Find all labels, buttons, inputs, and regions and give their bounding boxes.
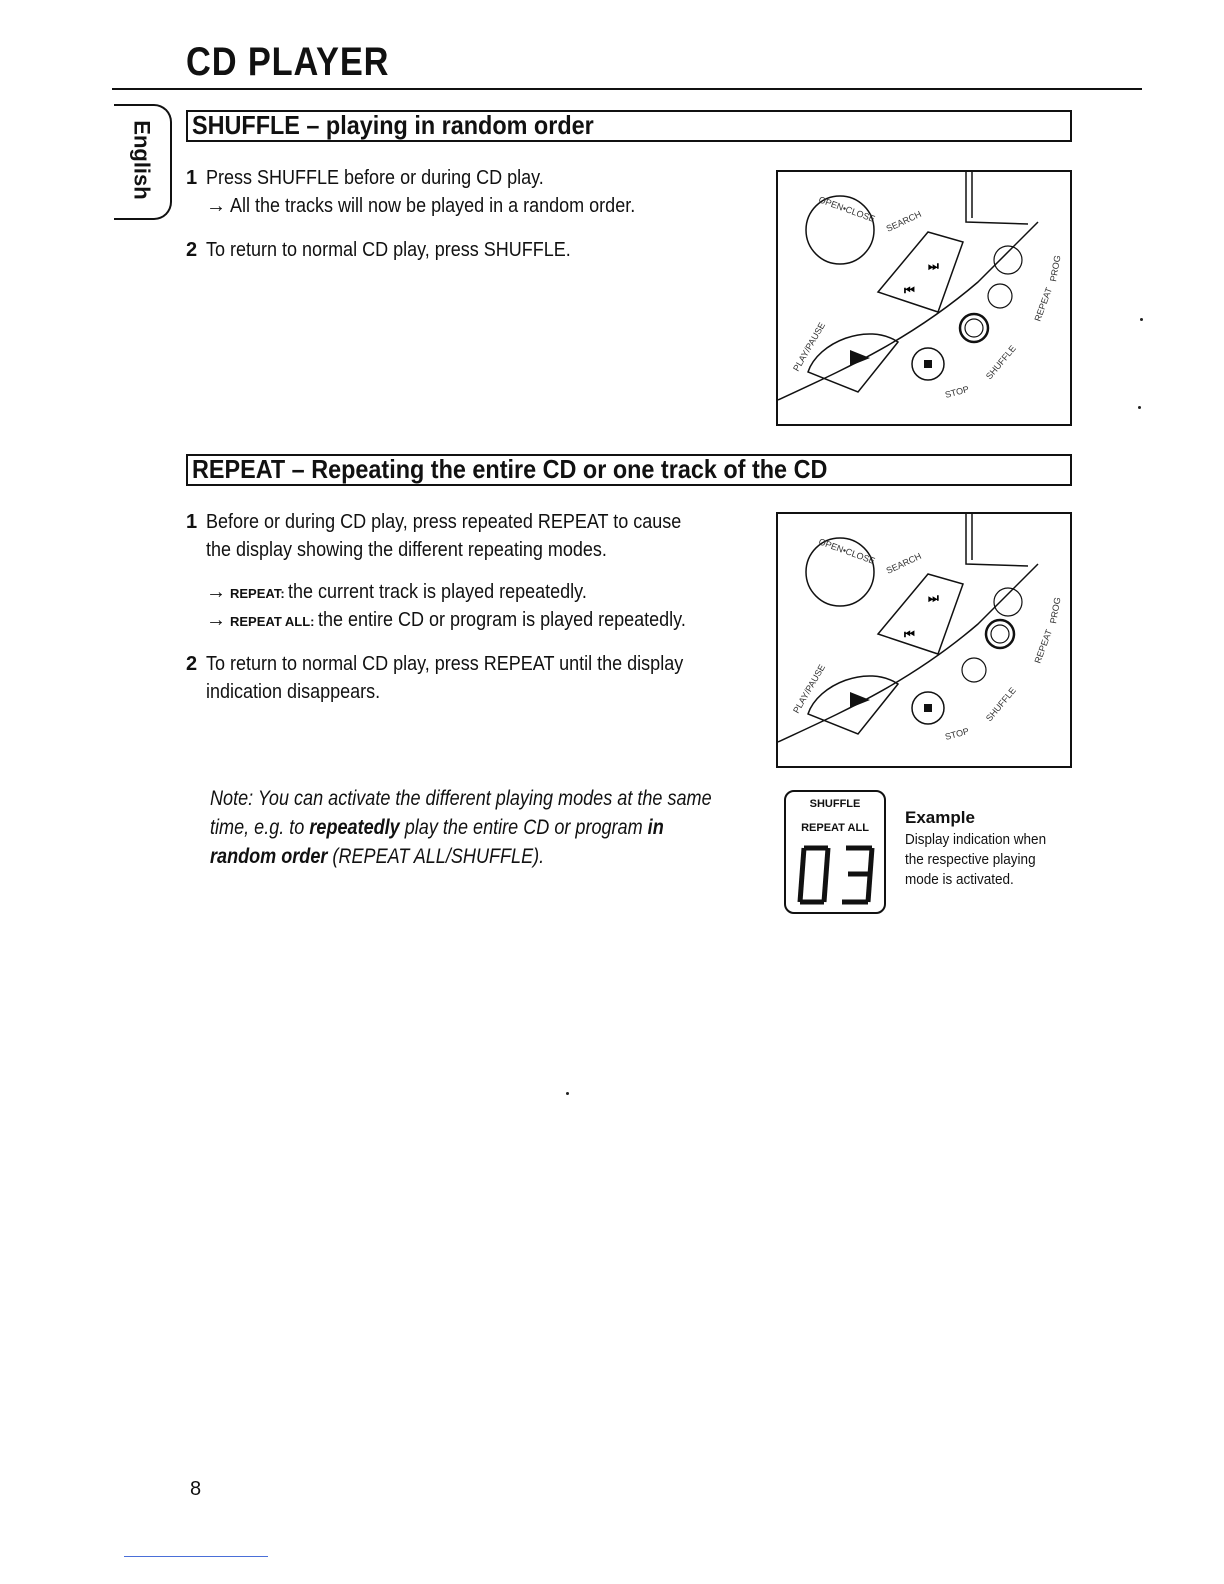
scan-speck [1140, 318, 1143, 321]
repeat-step-1 [186, 508, 734, 536]
stop-icon [924, 360, 932, 368]
result-arrow-icon: → [206, 609, 226, 631]
step-number: 1 [186, 167, 198, 189]
prog-label: PROG [1048, 596, 1063, 625]
next-track-icon: ⏭ [928, 259, 939, 273]
play-icon [850, 692, 870, 708]
open-close-label: OPEN•CLOSE [817, 536, 877, 567]
display-track-number-segments [796, 842, 876, 908]
next-track-icon: ⏭ [928, 591, 939, 605]
search-buttons-icon [878, 574, 963, 654]
shuffle-heading [186, 110, 1072, 142]
page-number: 8 [190, 1478, 202, 1500]
repeat-label: REPEAT [1032, 286, 1054, 323]
cd-controls-illustration [778, 514, 1070, 766]
repeat-heading-text: REPEAT – Repeating the entire CD or one track of the CD [192, 454, 828, 484]
mode-text: the current track is played repeatedly. [287, 581, 587, 603]
cd-controls-figure-repeat [776, 512, 1072, 768]
repeat-mode-single [206, 578, 620, 608]
repeat-step-2 [186, 650, 736, 678]
search-label: SEARCH [884, 208, 923, 234]
repeat-heading [186, 454, 1072, 486]
result-arrow-icon: → [206, 581, 226, 603]
display-repeat-all-indicator: REPEAT ALL [801, 822, 869, 834]
stop-label: STOP [943, 383, 971, 400]
step-text-line-1: To return to normal CD play, press REPEAT until the display [206, 653, 684, 675]
step-text: To return to normal CD play, press SHUFFLE. [206, 239, 571, 261]
title-divider [112, 88, 1142, 90]
search-buttons-icon [878, 232, 963, 312]
mode-label: REPEAT ALL: [230, 614, 315, 629]
previous-track-icon: ⏮ [904, 283, 915, 297]
repeat-step-2-continued [206, 678, 399, 706]
play-pause-label: PLAY/PAUSE [791, 662, 828, 715]
repeat-label: REPEAT [1032, 628, 1054, 665]
step-text: Press SHUFFLE before or during CD play. [206, 167, 544, 189]
display-example [784, 790, 886, 914]
note-prefix: Note: You can activate the different playing modes at the same time, e.g. to [210, 787, 712, 839]
result-arrow-icon: → [206, 195, 226, 217]
shuffle-label: SHUFFLE [983, 343, 1018, 382]
shuffle-heading-text: SHUFFLE – playing in random order [192, 110, 594, 140]
step-text-line-1: Before or during CD play, press repeated REPEAT to cause [206, 511, 682, 533]
scan-speck [566, 1092, 569, 1095]
shuffle-result [206, 192, 680, 220]
shuffle-button-icon [960, 314, 988, 342]
play-icon [850, 350, 870, 366]
cd-controls-figure-shuffle [776, 170, 1072, 426]
note-paragraph [210, 784, 726, 871]
note-emphasis-repeatedly: repeatedly [309, 816, 400, 839]
step-text-line-2: indication disappears. [206, 681, 381, 703]
stop-label: STOP [943, 725, 971, 742]
scan-speck [1138, 406, 1141, 409]
stop-icon [924, 704, 932, 712]
cd-controls-illustration [778, 172, 1070, 424]
step-number: 2 [186, 239, 198, 261]
language-tab-label-wrap [114, 104, 170, 216]
note-middle: play the entire CD or program [399, 816, 648, 839]
note-suffix: (REPEAT ALL/SHUFFLE). [327, 845, 545, 868]
result-text: All the tracks will now be played in a random order. [230, 195, 636, 217]
shuffle-step-1 [186, 164, 581, 192]
example-title: Example [905, 808, 975, 827]
example-caption: Display indication when the respective playing mode is activated. [905, 831, 1047, 888]
prog-label: PROG [1048, 254, 1063, 283]
open-close-label: OPEN•CLOSE [817, 194, 877, 225]
page-title: CD PLAYER [186, 40, 390, 84]
step-number: 2 [186, 653, 198, 675]
search-label: SEARCH [884, 550, 923, 576]
repeat-step-1-continued [206, 536, 651, 564]
step-number: 1 [186, 511, 198, 533]
shuffle-label: SHUFFLE [983, 685, 1018, 724]
play-pause-label: PLAY/PAUSE [791, 320, 828, 373]
display-shuffle-indicator: SHUFFLE [809, 798, 861, 810]
bottom-link-line [124, 1556, 268, 1557]
step-text-line-2: the display showing the different repeating modes. [206, 539, 607, 561]
language-tab-label: English [130, 120, 156, 200]
mode-label: REPEAT: [230, 586, 285, 601]
previous-track-icon: ⏮ [904, 627, 915, 641]
note-emphasis-random: in random order [210, 816, 664, 868]
repeat-mode-all [206, 606, 726, 636]
mode-text: the entire CD or program is played repeatedly. [317, 609, 686, 631]
shuffle-step-2 [186, 236, 611, 264]
repeat-button-icon [986, 620, 1014, 648]
